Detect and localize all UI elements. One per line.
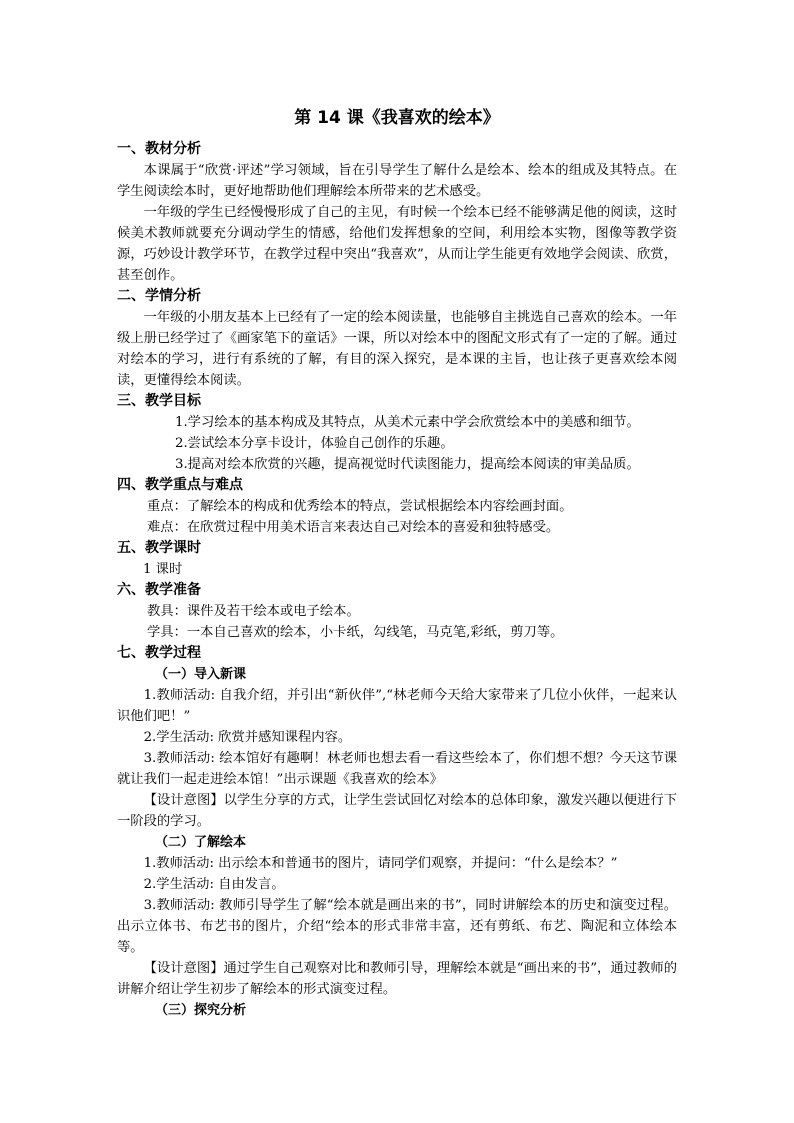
subsection-heading-understanding: （二）了解绘本: [155, 835, 247, 850]
objective-item: 2.尝试绘本分享卡设计，体验自己创作的乐趣。: [175, 436, 454, 451]
section-heading-preparation: 六、教学准备: [117, 582, 201, 598]
objective-item: 1.学习绘本的基本构成及其特点，从美术元素中学会欣赏绘本中的美感和细节。: [175, 415, 640, 430]
design-intent: 【设计意图】以学生分享的方式，让学生尝试回忆对绘本的总体印象，激发兴趣以便进行下一阶段的学习。: [117, 793, 677, 829]
teacher-tools: 教具：课件及若干绘本或电子绘本。: [147, 604, 360, 619]
section-heading-student-analysis: 二、学情分析: [117, 288, 201, 304]
paragraph: 3.教师活动: 绘本馆好有趣啊！林老师也想去看一看这些绘本了，你们想不想？今天这节课就让我们一起走进绘本馆！”出示课题《我喜欢的绘本》: [117, 751, 677, 787]
subsection-heading-introduction: （一）导入新课: [155, 667, 247, 682]
paragraph: 1.教师活动: 出示绘本和普通书的图片，请同学们观察，并提问：“什么是绘本？”: [143, 856, 618, 871]
difficulty-point: 难点：在欣赏过程中用美术语言来表达自己对绘本的喜爱和独特感受。: [147, 520, 560, 535]
paragraph: 本课属于“欣赏·评述”学习领域，旨在引导学生了解什么是绘本、绘本的组成及其特点。在学生阅读绘本时，更好地帮助他们理解绘本所带来的艺术感受。: [117, 163, 677, 199]
paragraph: 3.教师活动: 教师引导学生了解“绘本就是画出来的书”，同时讲解绘本的历史和演变过程。出示立体书、布艺书的图片，介绍“绘本的形式非常丰富，还有剪纸、布艺、陶泥和立体绘本等。: [117, 898, 677, 955]
section-heading-teaching-process: 七、教学过程: [117, 645, 201, 661]
class-hours-text: 1 课时: [143, 562, 183, 577]
objective-item: 3.提高对绘本欣赏的兴趣，提高视觉时代读图能力，提高绘本阅读的审美品质。: [175, 457, 640, 472]
document-title: 第 14 课《我喜欢的绘本》: [294, 108, 500, 128]
section-heading-teaching-objectives: 三、教学目标: [117, 393, 201, 409]
subsection-heading-exploration: （三）探究分析: [155, 1003, 247, 1018]
section-heading-textbook-analysis: 一、教材分析: [117, 141, 201, 157]
paragraph: 一年级的小朋友基本上已经有了一定的绘本阅读量，也能够自主挑选自己喜欢的绘本。一年级上册已经学过了《画家笔下的童话》一课，所以对绘本中的图配文形式有了一定的了解。通过对绘本的学习，进行有系统的了解，有目的深入探究，是本课的主旨，也让孩子更喜欢绘本阅读，更懂得绘本阅读。: [117, 310, 677, 388]
student-tools: 学具：一本自己喜欢的绘本，小卡纸，勾线笔，马克笔,彩纸，剪刀等。: [147, 625, 564, 640]
section-heading-key-points: 四、教学重点与难点: [117, 477, 243, 493]
paragraph: 一年级的学生已经慢慢形成了自己的主见，有时候一个绘本已经不能够满足他的阅读，这时候美术教师就要充分调动学生的情感，给他们发挥想象的空间，利用绘本实物，图像等教学资源，巧妙设计教学环节，在教学过程中突出“我喜欢”，从而让学生能更有效地学会阅读、欣赏，甚至创作。: [117, 205, 677, 283]
design-intent: 【设计意图】通过学生自己观察对比和教师引导，理解绘本就是“画出来的书”，通过教师的讲解介绍让学生初步了解绘本的形式演变过程。: [117, 961, 677, 997]
paragraph: 1.教师活动: 自我介绍，并引出“新伙伴”,“林老师今天给大家带来了几位小伙伴，一起来认识他们吧！”: [117, 688, 677, 724]
key-point: 重点：了解绘本的构成和优秀绘本的特点，尝试根据绘本内容绘画封面。: [147, 499, 573, 514]
paragraph: 2.学生活动: 欣赏并感知课程内容。: [143, 730, 352, 745]
section-heading-class-hours: 五、教学课时: [117, 540, 201, 556]
paragraph: 2.学生活动: 自由发言。: [143, 877, 285, 892]
